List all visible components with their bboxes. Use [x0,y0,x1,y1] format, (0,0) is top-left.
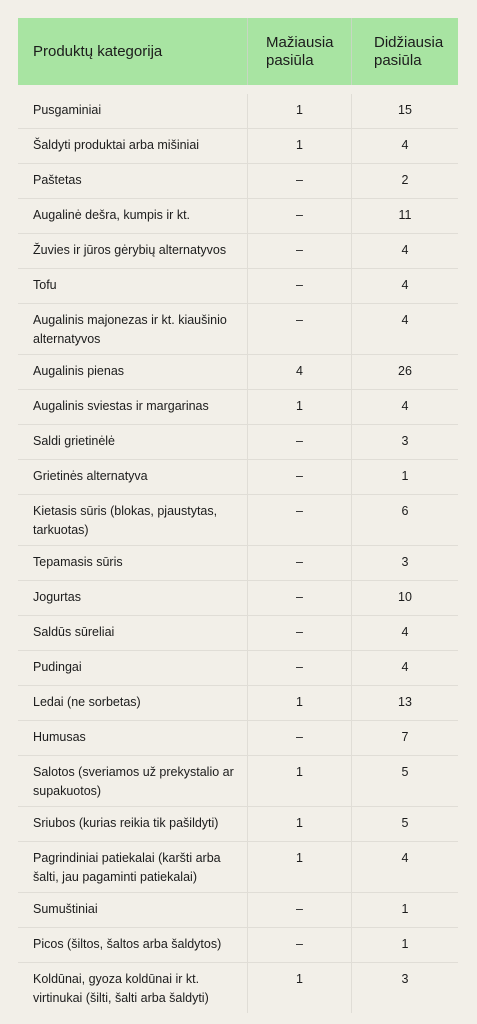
table-row [18,581,458,616]
row-min: – [247,581,351,615]
table-row [18,616,458,651]
row-category: Kietasis sūris (blokas, pjaustytas, tarkuotas) [33,504,218,537]
row-min: 1 [247,807,351,841]
row-min: 1 [247,94,351,128]
row-max: 6 [351,495,458,545]
row-max: 1 [351,460,458,494]
row-max: 5 [351,756,458,806]
row-min: – [247,495,351,545]
row-category: Saldi grietinėlė [33,434,115,448]
row-max: 5 [351,807,458,841]
row-category: Picos (šiltos, šaltos arba šaldytos) [33,937,222,951]
row-max: 3 [351,546,458,580]
row-category: Jogurtas [33,590,81,604]
row-category: Tofu [33,278,57,292]
row-max: 7 [351,721,458,755]
table-row [18,234,458,269]
row-min: 1 [247,842,351,892]
header-min: Mažiausia pasiūla [247,18,351,85]
row-max: 4 [351,304,458,354]
header-max: Didžiausia pasiūla [351,18,458,85]
header-category: Produktų kategorija [33,43,163,60]
table-row [18,390,458,425]
table-row [18,164,458,199]
row-max: 4 [351,269,458,303]
row-max: 1 [351,928,458,962]
row-max: 3 [351,963,458,1013]
row-min: – [247,616,351,650]
row-max: 1 [351,893,458,927]
row-category: Augalinis sviestas ir margarinas [33,399,209,413]
table-row [18,686,458,721]
table-row [18,460,458,495]
row-max: 11 [351,199,458,233]
row-max: 4 [351,390,458,424]
row-min: 1 [247,686,351,720]
table-body [18,94,458,1013]
row-category: Pagrindiniai patiekalai (karšti arba šalti, jau pagaminti patiekalai) [33,851,221,884]
table-row [18,269,458,304]
table-header [18,18,458,85]
row-min: – [247,304,351,354]
row-category: Augalinis majonezas ir kt. kiaušinio alternatyvos [33,313,227,346]
row-min: – [247,651,351,685]
table-row [18,963,458,1013]
row-category: Grietinės alternatyva [33,469,148,483]
table-row [18,94,458,129]
row-min: – [247,164,351,198]
row-min: 4 [247,355,351,389]
row-category: Sriubos (kurias reikia tik pašildyti) [33,816,219,830]
row-category: Žuvies ir jūros gėrybių alternatyvos [33,243,227,257]
row-category: Pudingai [33,660,82,674]
offer-table [18,18,458,1013]
row-category: Tepamasis sūris [33,555,123,569]
table-row [18,129,458,164]
table-row [18,893,458,928]
table-row [18,651,458,686]
row-max: 4 [351,129,458,163]
row-max: 26 [351,355,458,389]
row-max: 3 [351,425,458,459]
table-row [18,546,458,581]
row-category: Ledai (ne sorbetas) [33,695,141,709]
row-category: Paštetas [33,173,82,187]
row-category: Humusas [33,730,86,744]
row-max: 4 [351,616,458,650]
row-min: – [247,234,351,268]
row-min: – [247,199,351,233]
row-max: 15 [351,94,458,128]
row-category: Augalinis pienas [33,364,125,378]
table-row [18,495,458,546]
row-max: 4 [351,234,458,268]
row-category: Augalinė dešra, kumpis ir kt. [33,208,191,222]
row-category: Sumuštiniai [33,902,98,916]
table-row [18,304,458,355]
row-min: – [247,928,351,962]
table-row [18,756,458,807]
row-category: Šaldyti produktai arba mišiniai [33,138,200,152]
row-min: – [247,546,351,580]
table-row [18,928,458,963]
table-row [18,199,458,234]
row-min: – [247,269,351,303]
row-min: 1 [247,756,351,806]
row-category: Saldūs sūreliai [33,625,115,639]
row-max: 4 [351,651,458,685]
row-min: – [247,893,351,927]
table-row [18,807,458,842]
row-max: 10 [351,581,458,615]
table-row [18,355,458,390]
table-row [18,842,458,893]
row-min: – [247,721,351,755]
row-category: Salotos (sveriamos už prekystalio ar supakuotos) [33,765,234,798]
table-row [18,425,458,460]
row-max: 13 [351,686,458,720]
row-max: 2 [351,164,458,198]
row-min: 1 [247,390,351,424]
row-category: Koldūnai, gyoza koldūnai ir kt. virtinukai (šilti, šalti arba šaldyti) [33,972,209,1005]
row-min: 1 [247,963,351,1013]
table-row [18,721,458,756]
row-min: 1 [247,129,351,163]
row-max: 4 [351,842,458,892]
row-min: – [247,460,351,494]
row-min: – [247,425,351,459]
row-category: Pusgaminiai [33,103,102,117]
